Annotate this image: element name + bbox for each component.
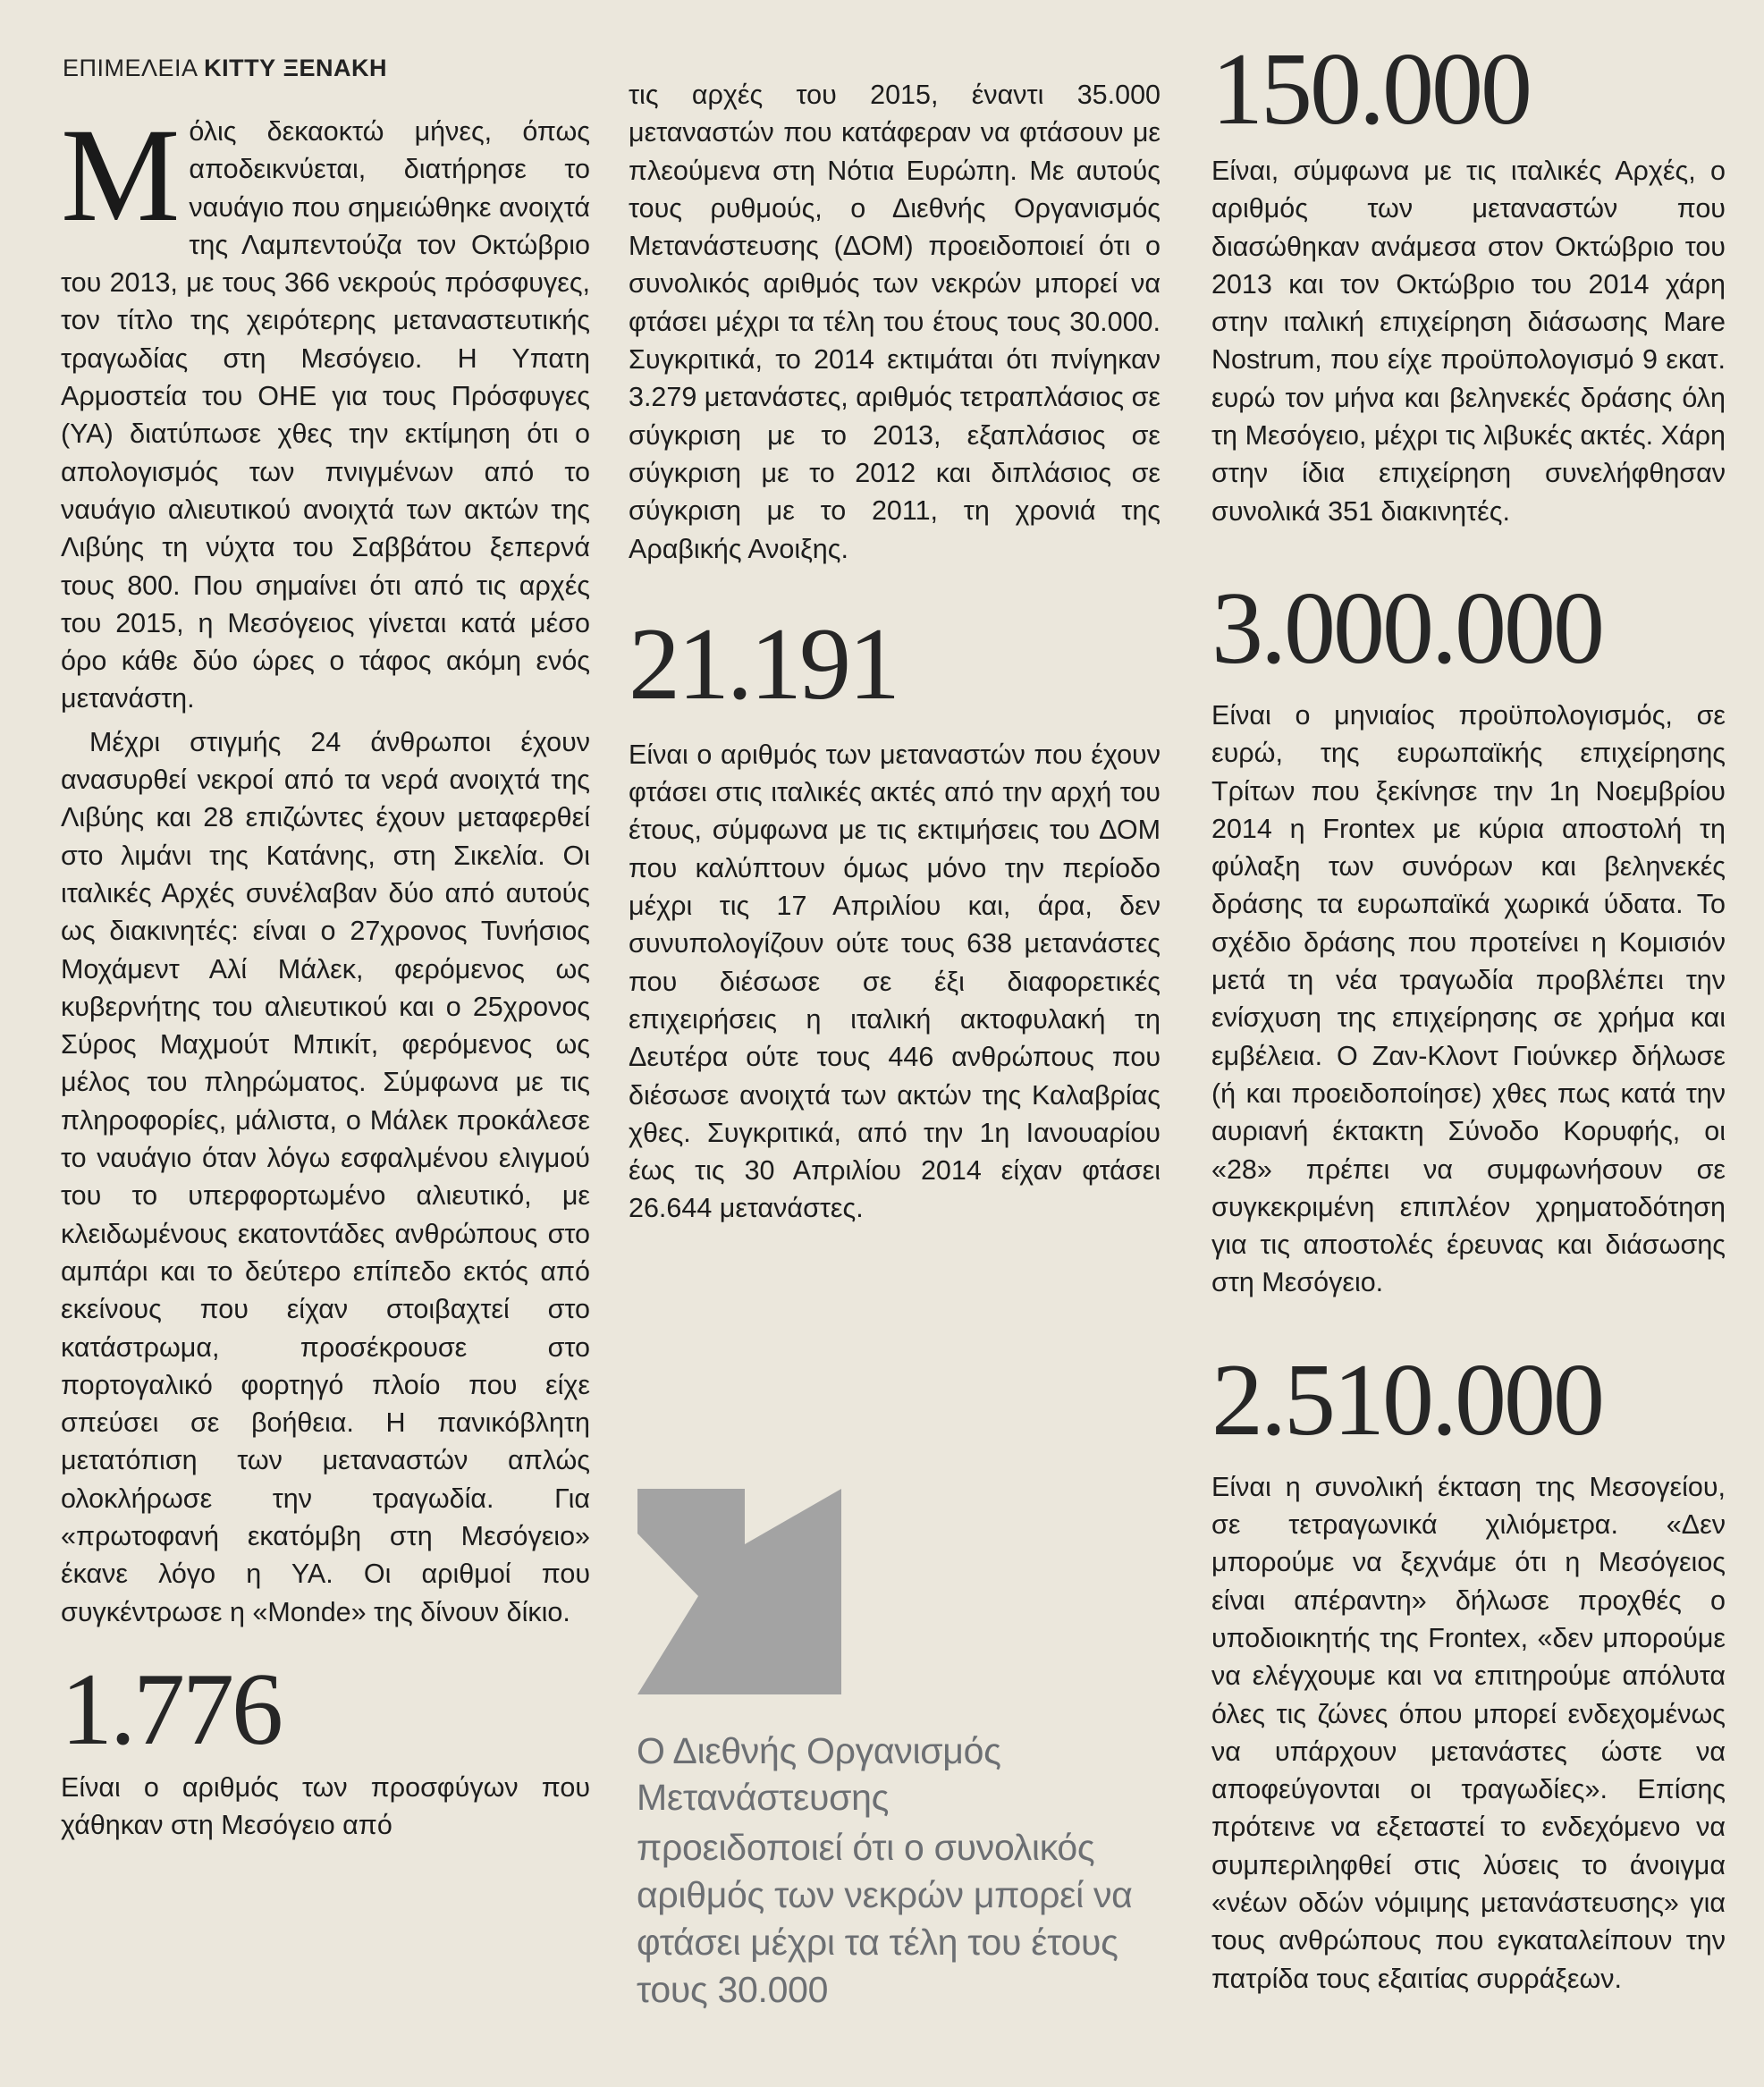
pull-quote [637,1728,1137,2014]
stat-text-3000000: Είναι ο μηνιαίος προϋπολογισμός, σε ευρώ, της ευρωπαϊκής επιχείρησης Τρίτων που ξεκίνησε την 1η Νοεμβρίου 2014 η Frontex με κύρια αποστολή τη φύλαξη των συνόρων και βεληνεκές δράσης τα ευρωπαϊκά χωρικά ύδατα. Το σχέδιο δράσης που προτείνει η Κομισιόν μετά τη νέα τραγωδία προβλέπει την ενίσχυση της επιχείρησης σε χρήμα και εμβέλεια. Ο Ζαν-Κλοντ Γιούνκερ δήλωσε (ή και προειδοποίησε) χθες πως κατά την αυριανή έκτακτη Σύνοδο Κορυφής, οι «28» πρέπει να συμφωνήσουν σε συγκεκριμένη επιπλέον χρηματοδότηση για τις αποστολές έρευνας και διάσωσης στη Μεσόγειο. [1211,699,1726,1298]
article-paragraph-1 [61,101,590,718]
article-paragraph-1-text: όλις δεκαοκτώ μήνες, όπως αποδεικνύεται, διατήρησε το ναυάγιο που σημειώθηκε ανοιχτά της Λαμπεντούζα τον Οκτώβριο του 2013, με τους 366 νεκρούς πρόσφυγες, τον τίτλο της χειρότερης μεταναστευτικής τραγωδίας στη Μεσόγειο. Η Υπατη Αρμοστεία του ΟΗΕ για τους Πρόσφυγες (ΥΑ) διατύπωσε χθες την εκτίμηση ότι ο απολογισμός των πνιγμένων από το ναυάγιο αλιευτικού ανοιχτά των ακτών της Λιβύης τη νύχτα του Σαββάτου ξεπερνά τους 800. Που σημαίνει ότι από τις αρχές του 2015, η Μεσόγειος γίνεται κατά μέσο όρο κάθε δύο ώρες ο τάφος ακόμη ενός μετανάστη. [61,116,590,714]
pull-quote-heading: Ο Διεθνής Οργανισμός Μετανάστευσης [637,1730,1001,1818]
article-paragraph-2: Μέχρι στιγμής 24 άνθρωποι έχουν ανασυρθεί νεκροί από τα νερά ανοιχτά της Λιβύης και 28 επιζώντες έχουν μεταφερθεί στο λιμάνι της Κατάνης, στη Σικελία. Οι ιταλικές Αρχές συνέλαβαν δύο από αυτούς ως διακινητές: είναι ο 27χρονος Τυνήσιος Μοχάμεντ Αλί Μάλεκ, φερόμενος ως κυβερνήτης του αλιευτικού και ο 25χρονος Σύρος Μαχμούτ Μπικίτ, φερόμενος ως μέλος του πληρώματος. Σύμφωνα με τις πληροφορίες, μάλιστα, ο Μάλεκ προκάλεσε το ναυάγιο όταν λόγω εσφαλμένου ελιγμού του το υπερφορτωμένο αλιευτικό, με κλειδωμένους εκατοντάδες ανθρώπους στο αμπάρι και το δεύτερο επίπεδο εκτός από εκείνους που είχαν στοιβαχτεί στο κατάστρωμα, προσέκρουσε στο πορτογαλικό φορτηγό πλοίο που είχε σπεύσει σε βοήθεια. Η πανικόβλητη μετατόπιση των μεταναστών απλώς ολοκλήρωσε την τραγωδία. Για «πρωτοφανή εκατόμβη στη Μεσόγειο» έκανε λόγο η ΥΑ. Οι αριθμοί που συγκέντρωσε η «Monde» της δίνουν δίκιο. [61,726,590,1627]
column-3 [1211,32,1726,1998]
stat-number-21191: 21.191 [629,606,898,722]
stat-text-1776-part1: Είναι ο αριθμός των προσφύγων που χάθηκαν στη Μεσόγειο από [61,1771,590,1841]
stat-text-2510000: Είναι η συνολική έκταση της Μεσογείου, σε τετραγωνικά χιλιόμετρα. «Δεν μπορούμε να ξεχνάμε ότι η Μεσόγειος είναι απέραντη» δήλωσε προχθές ο υποδιοικητής της Frontex, «δεν μπορούμε να ελέγχουμε και να επιτηρούμε απόλυτα όλες τις ζώνες όπου μπορεί ενδεχομένως να υπάρχουν μετανάστες ώστε να αποφεύγονται οι τραγωδίες». Επίσης πρότεινε να εξεταστεί το ενδεχόμενο να συμπεριληφθεί στις λύσεις το άνοιγμα «νέων οδών νόμιμης μετανάστευσης» για τους ανθρώπους που εγκαταλείπουν την πατρίδα τους εξαιτίας συρράξεων. [1211,1471,1726,1994]
byline-author: ΚΙΤΤΥ ΞΕΝΑΚΗ [204,55,387,81]
column-2 [629,76,1161,1228]
stat-number-150000: 150.000 [1211,32,1530,147]
stat-number-1776: 1.776 [61,1652,281,1767]
column-1 [61,49,590,1844]
stat-text-21191: Είναι ο αριθμός των μεταναστών που έχουν φτάσει στις ιταλικές ακτές από την αρχή του έτους, σύμφωνα με τις εκτιμήσεις του ΔΟΜ που καλύπτουν όμως μόνο την περίοδο μέχρι τις 17 Απριλίου και, άρα, δεν συνυπολογίζουν ούτε τους 638 μετανάστες που διέσωσε σε έξι διαφορετικές επιχειρήσεις η ιταλική ακτοφυλακή τη Δευτέρα ούτε τους 446 ανθρώπους που διέσωσε ανοιχτά των ακτών της Καλαβρίας χθες. Συγκριτικά, από την 1η Ιανουαρίου έως τις 30 Απριλίου 2014 είχαν φτάσει 26.644 μετανάστες. [629,739,1161,1224]
byline [63,55,590,82]
pull-quote-body: προειδοποιεί ότι ο συνολικός αριθμός των νεκρών μπορεί να φτάσει μέχρι τα τέλη του έτους τους 30.000 [637,1827,1133,2010]
byline-prefix: ΕΠΙΜΕΛΕΙΑ [63,55,198,81]
stat-text-150000: Είναι, σύμφωνα με τις ιταλικές Αρχές, ο αριθμός των μεταναστών που διασώθηκαν ανάμεσα στον Οκτώβριο του 2013 και τον Οκτώβριο του 2014 χάρη στην ιταλική επιχείρηση διάσωσης Mare Nostrum, που είχε προϋπολογισμό 9 εκατ. ευρώ τον μήνα και βεληνεκές δράσης όλη τη Μεσόγειο, μέχρι τις λιβυκές ακτές. Χάρη στην ίδια επιχείρηση συνελήφθησαν συνολικά 351 διακινητές. [1211,156,1726,527]
drop-cap: Μ [61,101,181,249]
stat-text-1776-part2: τις αρχές του 2015, έναντι 35.000 μεταναστών που κατάφεραν να φτάσουν με πλεούμενα στη Νότια Ευρώπη. Με αυτούς τους ρυθμούς, ο Διεθνής Οργανισμός Μετανάστευσης (ΔΟΜ) προειδοποιεί ότι ο συνολικός αριθμός των νεκρών μπορεί να φτάσει μέχρι τα τέλη του έτους τους 30.000. Συγκριτικά, το 2014 εκτιμάται ότι πνίγηκαν 3.279 μετανάστες, αριθμός τετραπλάσιος σε σύγκριση με το 2013, εξαπλάσιος σε σύγκριση με το 2012 και διπλάσιος σε σύγκριση με το 2011, τη χρονιά της Αραβικής Ανοιξης. [629,80,1161,564]
stat-number-2510000: 2.510.000 [1211,1342,1602,1458]
stat-number-3000000: 3.000.000 [1211,570,1602,686]
kathimerini-logo-mark [637,1489,841,1694]
